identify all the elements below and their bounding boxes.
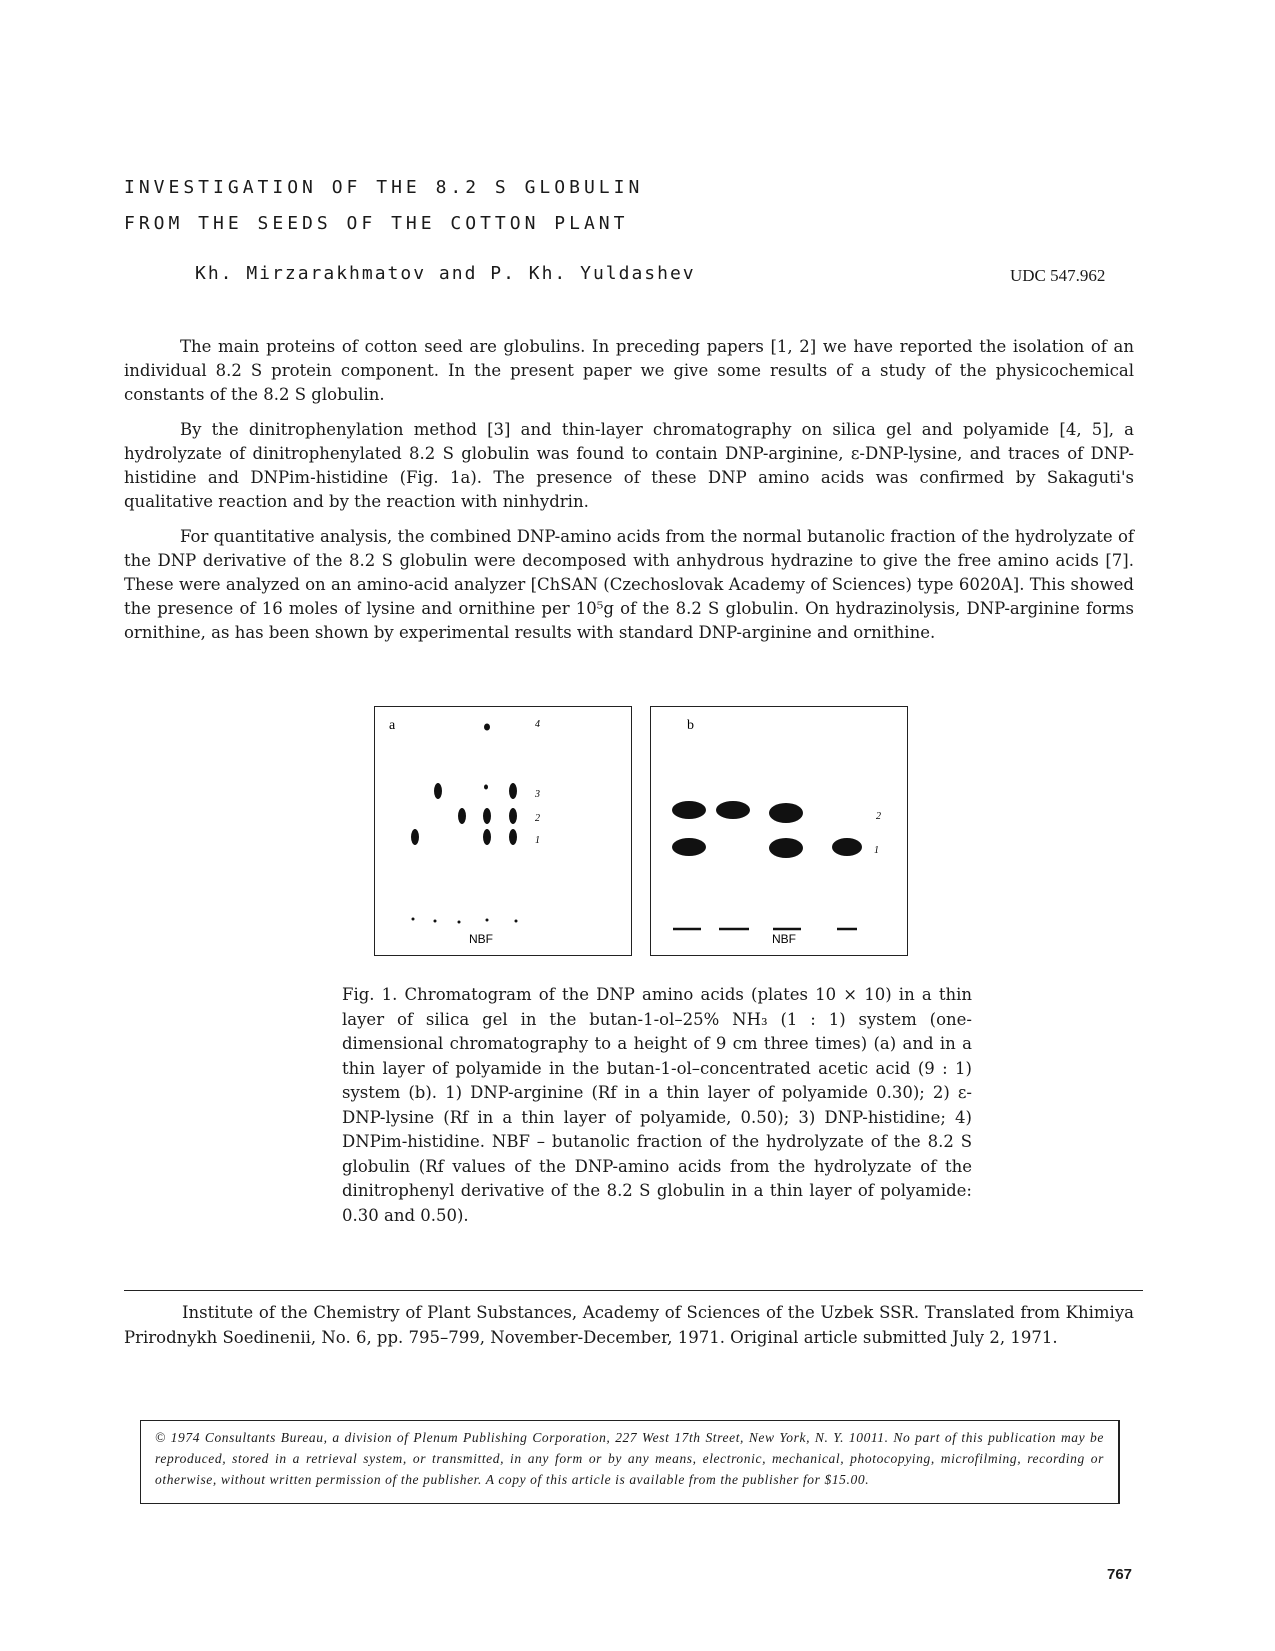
- copyright-notice: © 1974 Consultants Bureau, a division of Plenum Publishing Corporation, 227 West 17th Street, New York, N. Y. 10011. No part of this publication may be reproduced, stored in a retrieval system, or transmitted, in any form or by any means, electronic, mechanical, photocopying, microfilming, recording or otherwise, without written permission of the publisher. A copy of this article is available from the publisher for $15.00.: [155, 1430, 1104, 1487]
- spot-label-1: 1: [535, 835, 540, 846]
- paragraph-2: By the dinitrophenylation method [3] and thin-layer chromatography on silica gel and polyamide [4, 5], a hydrolyzate of dinitrophenylated 8.2 S globulin was found to contain DNP-arginine, ε-DNP-lysine, and traces of DNP-histidine and DNPim-histidine (Fig. 1a). The presence of these DNP amino acids was confirmed by Sakaguti's qualitative reaction and by the reaction with ninhydrin.: [124, 420, 1134, 511]
- plate-b-label: b: [687, 718, 694, 733]
- origin-dot: [515, 920, 518, 923]
- plate-b-origin-label: NBF: [772, 932, 796, 946]
- article-title-line-1: INVESTIGATION OF THE 8.2 S GLOBULIN: [124, 177, 644, 198]
- spot-label-2: 2: [876, 811, 881, 822]
- spot: [672, 838, 706, 856]
- spot-label-4: 4: [535, 719, 540, 730]
- spot: [769, 803, 803, 823]
- origin-dot: [412, 918, 415, 921]
- spot-label-2: 2: [535, 813, 540, 824]
- authors: Kh. Mirzarakhmatov and P. Kh. Yuldashev: [195, 263, 696, 284]
- spot: [483, 808, 491, 824]
- spot-label-3: 3: [535, 789, 540, 800]
- copyright-notice-box: [140, 1420, 1120, 1504]
- spot: [411, 829, 419, 845]
- origin-dot: [486, 919, 489, 922]
- spot: [832, 838, 862, 856]
- spot: [672, 801, 706, 819]
- spot: [509, 829, 517, 845]
- footnote: Institute of the Chemistry of Plant Substances, Academy of Sciences of the Uzbek SSR. Translated from Khimiya Prirodnykh Soedinenii, No. 6, pp. 795–799, November-December, 1971. Original article submitted July 2, 1971.: [124, 1303, 1134, 1347]
- spot: [509, 783, 517, 799]
- udc-code: UDC 547.962: [1010, 266, 1106, 285]
- chromatogram-plate-b: [650, 706, 908, 956]
- origin-dot: [434, 920, 437, 923]
- origin-dot: [458, 921, 461, 924]
- spot: [484, 785, 488, 790]
- spot: [484, 724, 490, 731]
- spot: [483, 829, 491, 845]
- footnote-divider: [124, 1290, 1143, 1291]
- paragraph-1: The main proteins of cotton seed are globulins. In preceding papers [1, 2] we have reported the isolation of an individual 8.2 S protein component. In the present paper we give some results of a study of the physicochemical constants of the 8.2 S globulin.: [124, 337, 1134, 404]
- plate-a-origin-label: NBF: [469, 932, 493, 946]
- chromatogram-plate-a: [374, 706, 632, 956]
- plate-a-drawing: [375, 707, 631, 955]
- spot-label-1: 1: [874, 845, 879, 856]
- plate-b-drawing: [651, 707, 907, 955]
- plate-a-label: a: [389, 718, 396, 733]
- spot: [458, 808, 466, 824]
- spot: [716, 801, 750, 819]
- spot: [769, 838, 803, 858]
- spot: [434, 783, 442, 799]
- figure-caption: Fig. 1. Chromatogram of the DNP amino acids (plates 10 × 10) in a thin layer of silica gel in the butan-1-ol–25% NH₃ (1 : 1) system (one-dimensional chromatography to a height of 9 cm three times) (a) and in a thin layer of polyamide in the butan-1-ol–concentrated acetic acid (9 : 1) system (b). 1) DNP-arginine (Rf in a thin layer of polyamide 0.30); 2) ε-DNP-lysine (Rf in a thin layer of polyamide, 0.50); 3) DNP-histidine; 4) DNPim-histidine. NBF – butanolic fraction of the hydrolyzate of the 8.2 S globulin (Rf values of the DNP-amino acids from the hydrolyzate of the dinitrophenyl derivative of the 8.2 S globulin in a thin layer of polyamide: 0.30 and 0.50).: [342, 985, 972, 1225]
- paragraph-3: For quantitative analysis, the combined DNP-amino acids from the normal butanolic fraction of the hydrolyzate of the DNP derivative of the 8.2 S globulin were decomposed with anhydrous hydrazine to give the free amino acids [7]. These were analyzed on an amino-acid analyzer [ChSAN (Czechoslovak Academy of Sciences) type 6020A]. This showed the presence of 16 moles of lysine and ornithine per 10⁵g of the 8.2 S globulin. On hydrazinolysis, DNP-arginine forms ornithine, as has been shown by experimental results with standard DNP-arginine and ornithine.: [124, 527, 1134, 642]
- page-number: 767: [1107, 1566, 1133, 1583]
- spot: [509, 808, 517, 824]
- article-title-line-2: FROM THE SEEDS OF THE COTTON PLANT: [124, 213, 629, 234]
